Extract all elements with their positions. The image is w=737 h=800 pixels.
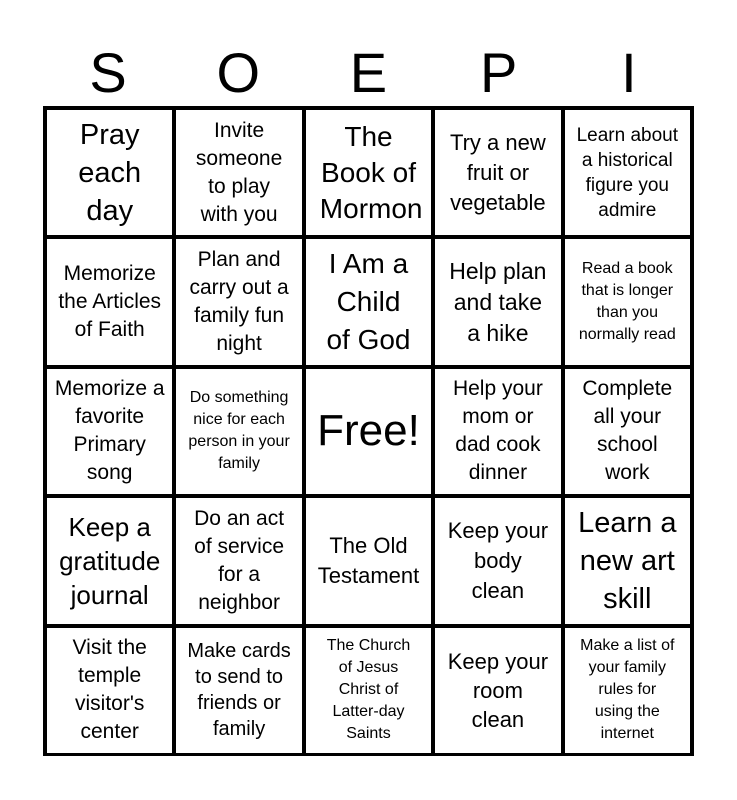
- bingo-cell-r5-c2: [174, 626, 303, 755]
- bingo-cell-r2-c2: [174, 237, 303, 366]
- bingo-cell-r4-c4: [433, 496, 562, 625]
- bingo-cell-text: Memorize the Articles of Faith: [58, 262, 162, 342]
- bingo-cell-text: Pray each day: [78, 118, 142, 227]
- header-letter-p: P: [479, 41, 518, 104]
- header-letter-o: O: [216, 41, 261, 104]
- bingo-cell-r2-c5: [563, 237, 692, 366]
- bingo-cell-r5-c4: [433, 626, 562, 755]
- bingo-cell-text: Memorize a favorite Primary song: [54, 377, 165, 485]
- header-letter-s: S: [89, 41, 127, 104]
- bingo-cell-r5-c5: [563, 626, 692, 755]
- bingo-cell-text: Make cards to send to friends or family: [187, 640, 291, 741]
- bingo-cell-text: Invite someone to play with you: [195, 118, 283, 226]
- bingo-cell-text: Plan and carry out a family fun night: [189, 248, 289, 356]
- bingo-cell-r1-c4: [433, 108, 562, 237]
- bingo-cell-r2-c3: [304, 237, 433, 366]
- bingo-cell-text: Do an act of service for a neighbor: [194, 506, 285, 614]
- bingo-cell-r1-c2: [174, 108, 303, 237]
- bingo-cell-text: I Am a Child of God: [326, 248, 411, 356]
- bingo-cell-text: Visit the temple visitor's center: [72, 636, 147, 744]
- bingo-cell-text: The Church of Jesus Christ of Latter-day Saints: [326, 637, 411, 743]
- bingo-cell-r1-c5: [563, 108, 692, 237]
- bingo-cell-r3-c4: [433, 367, 562, 496]
- bingo-cell-r3-c2: [174, 367, 303, 496]
- bingo-cell-text: The Old Testament: [317, 532, 420, 588]
- bingo-cell-text: Make a list of your family rules for using the internet: [580, 637, 675, 743]
- bingo-cell-r1-c3: [304, 108, 433, 237]
- bingo-cell-text: Free!: [317, 406, 420, 456]
- bingo-cell-text: Do something nice for each person in your family: [188, 389, 290, 473]
- bingo-cell-r3-c5: [563, 367, 692, 496]
- bingo-cell-text: The Book of Mormon: [319, 120, 423, 224]
- header-letter-i: I: [621, 41, 637, 104]
- bingo-board: [43, 106, 694, 756]
- bingo-cell-text: Learn about a historical figure you admire: [576, 124, 678, 221]
- bingo-cell-r5-c3: [304, 626, 433, 755]
- bingo-cell-text: Help plan and take a hike: [449, 257, 547, 346]
- bingo-header: [43, 40, 694, 106]
- bingo-cell-text: Read a book that is longer than you normally read: [578, 260, 676, 344]
- bingo-cell-r4-c2: [174, 496, 303, 625]
- bingo-cell-r3-c3: [304, 367, 433, 496]
- bingo-cell-text: Complete all your school work: [582, 377, 673, 485]
- bingo-cell-text: Keep your body clean: [447, 517, 549, 603]
- bingo-cell-r4-c1: [45, 496, 174, 625]
- bingo-cell-text: Try a new fruit or vegetable: [449, 129, 546, 215]
- bingo-cell-r5-c1: [45, 626, 174, 755]
- bingo-cell-r2-c4: [433, 237, 562, 366]
- bingo-cell-r3-c1: [45, 367, 174, 496]
- bingo-cell-r1-c1: [45, 108, 174, 237]
- bingo-cell-text: Learn a new art skill: [578, 506, 677, 615]
- bingo-cell-text: Keep your room clean: [447, 648, 549, 732]
- bingo-cell-text: Keep a gratitude journal: [59, 511, 161, 610]
- header-letter-e: E: [349, 41, 388, 104]
- bingo-cell-r2-c1: [45, 237, 174, 366]
- bingo-cell-r4-c5: [563, 496, 692, 625]
- bingo-cell-r4-c3: [304, 496, 433, 625]
- bingo-cell-text: Help your mom or dad cook dinner: [452, 377, 543, 485]
